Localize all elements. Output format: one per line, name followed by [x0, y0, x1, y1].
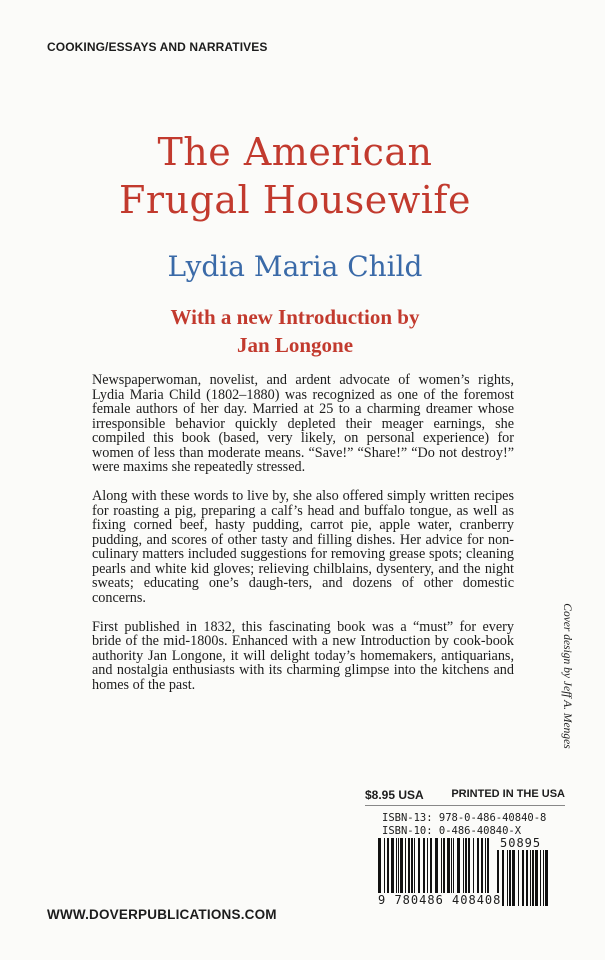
barcode-bar [518, 850, 519, 906]
publisher-url: WWW.DOVERPUBLICATIONS.COM [47, 907, 277, 922]
category-label: COOKING/ESSAYS AND NARRATIVES [47, 40, 268, 54]
intro-line-1: With a new Introduction by [170, 305, 420, 329]
barcode-number: 9 780486 408408 [378, 893, 502, 907]
printed-in: PRINTED IN THE USA [451, 788, 565, 800]
barcode-bar [540, 850, 541, 906]
barcode-bar [522, 850, 524, 906]
intro-credit [0, 303, 590, 359]
book-title [0, 128, 590, 224]
barcode-bar [502, 850, 505, 906]
barcode-addon [497, 850, 549, 906]
isbn-13: ISBN-13: 978-0-486-40840-8 [382, 812, 547, 824]
paragraph: First published in 1832, this fascinating book was a “must” for every bride of the mid-1800s. Enhanced with a new Introduction by cook-book authority Jan Longone, it will delight today’s homemakers, antiquarians, and nostalgia enthusiasts with its charming glimpse into the kitchens and homes of the past. [92, 618, 514, 693]
isbn-10: ISBN-10: 0-486-40840-X [382, 824, 522, 837]
title-line-2: Frugal Housewife [119, 178, 471, 222]
description [92, 373, 514, 707]
author-name: Lydia Maria Child [167, 250, 423, 283]
barcode-bar [543, 850, 545, 906]
barcode-bar [545, 850, 548, 906]
intro-line-2: Jan Longone [236, 333, 354, 357]
cover-design-credit: Cover design by Jeff A. Menges [561, 603, 573, 749]
barcode-bar [507, 850, 508, 906]
barcode-bar [532, 850, 534, 906]
paragraph: Newspaperwoman, novelist, and ardent advocate of women’s rights, Lydia Maria Child (1802–1880) was recognized as one of the foremost female authors of her day. Married at 25 to a charming dreamer whose irresponsible behavior quickly depleted their meager earnings, she compiled this book (based, very likely, on personal experience) for women of less than moderate means. “Save!” “Share!” “Do not destroy!” were maxims she repeatedly stressed. [92, 372, 514, 475]
barcode-bar [512, 850, 515, 906]
barcode-bar [526, 850, 529, 906]
price-row [365, 788, 565, 806]
title-line-1: The American [157, 130, 433, 174]
barcode-bar [530, 850, 531, 906]
price: $8.95 USA [365, 788, 424, 802]
barcode-addon-number: 50895 [500, 836, 542, 850]
isbn-block [382, 812, 546, 837]
paragraph: Along with these words to live by, she also offered simply written recipes for roasting a pig, preparing a calf’s head and buffalo tongue, as well as fixing corned beef, hasty pudding, carrot pie, apple water, cranberry pudding, and scores of other tasty and filling dishes. Her advice for non-culinary matters included suggestions for removing grease spots; cleaning pearls and white kid gloves; relieving chilblains, dysentery, and the night sweats; educating one’s daugh-ters, and dozens of other domestic concerns. [92, 488, 514, 606]
barcode-bar [535, 850, 538, 906]
barcode-bar [509, 850, 511, 906]
